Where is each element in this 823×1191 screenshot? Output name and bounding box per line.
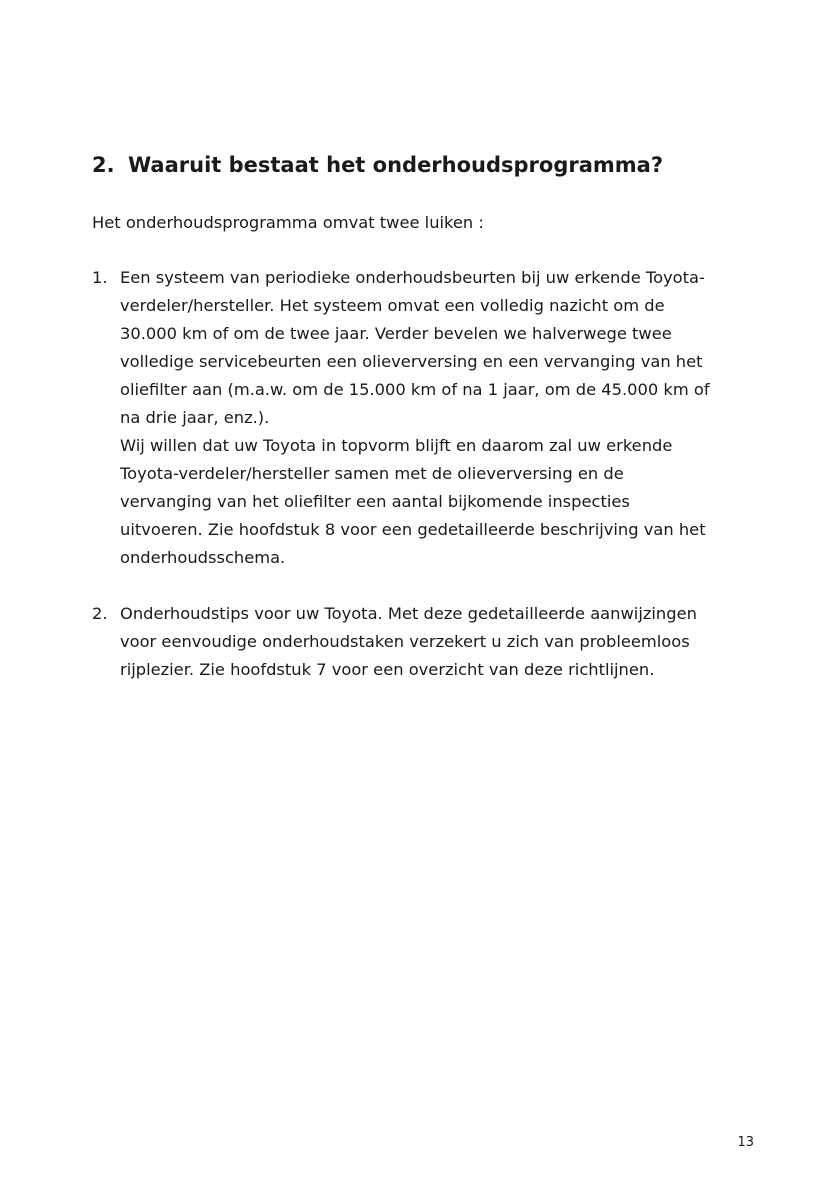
section-title: Waaruit bestaat het onderhoudsprogramma? [128,153,664,177]
list-item-line: voor eenvoudige onderhoudstaken verzekert u zich van probleemloos [120,632,690,651]
list-item-line: oliefilter aan (m.a.w. om de 15.000 km of na 1 jaar, om de 45.000 km of [120,380,710,399]
list-item-line: Toyota-verdeler/hersteller samen met de olieverversing en de [120,464,624,483]
list-item-line: volledige servicebeurten een olieverversing en een vervanging van het [120,352,703,371]
section-number: 2. [92,153,115,177]
section-heading [92,150,772,180]
list-item-line: onderhoudsschema. [120,548,286,567]
list-item-line: vervanging van het oliefilter een aantal bijkomende inspecties [120,492,630,511]
list-item-number: 2. [92,604,108,623]
list-item-line: rijplezier. Zie hoofdstuk 7 voor een overzicht van deze richtlijnen. [120,660,655,679]
list-item-1 [92,264,782,572]
list-item-line: 30.000 km of om de twee jaar. Verder bevelen we halverwege twee [120,324,672,343]
list-item-line: uitvoeren. Zie hoofdstuk 8 voor een gedetailleerde beschrijving van het [120,520,706,539]
page-number: 13 [737,1135,754,1150]
list-item-line: Wij willen dat uw Toyota in topvorm blijft en daarom zal uw erkende [120,436,673,455]
list-item-number: 1. [92,268,108,287]
list-item-line: verdeler/hersteller. Het systeem omvat een volledig nazicht om de [120,296,665,315]
intro-paragraph: Het onderhoudsprogramma omvat twee luiken : [92,213,484,232]
numbered-list [92,600,782,684]
list-item-2 [92,600,782,684]
list-item-line: Een systeem van periodieke onderhoudsbeurten bij uw erkende Toyota- [120,268,705,287]
list-item-line: Onderhoudstips voor uw Toyota. Met deze gedetailleerde aanwijzingen [120,604,697,623]
list-item-line: na drie jaar, enz.). [120,408,270,427]
numbered-list [92,264,782,572]
